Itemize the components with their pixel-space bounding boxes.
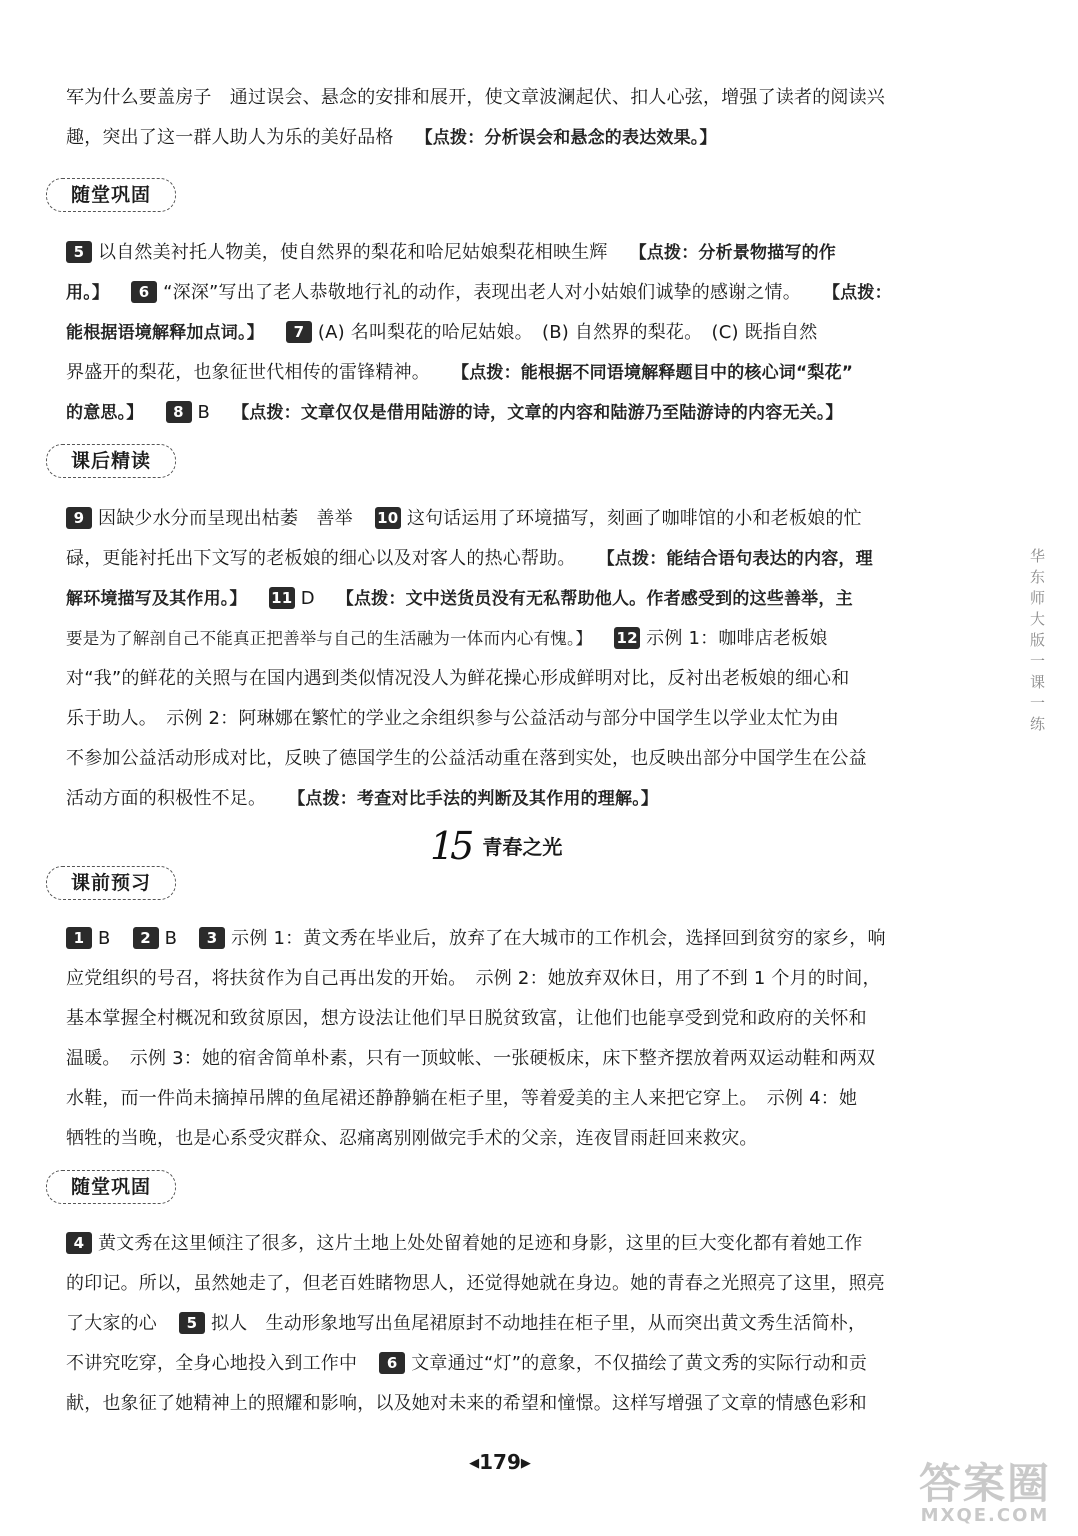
- text-line: 活动方面的积极性不足。 【点拨：考查对比手法的判断及其作用的理解。】: [66, 788, 659, 809]
- lesson-heading: [430, 818, 562, 866]
- answer-text: 趣，突出了这一群人助人为乐的美好品格: [66, 127, 394, 148]
- question-number-badge: 11: [269, 587, 295, 609]
- question-number-badge: 9: [66, 507, 92, 529]
- text-line: 界盛开的梨花，也象征世代相传的雷锋精神。 【点拨：能根据不同语境解释题目中的核心词“梨花”: [66, 362, 854, 383]
- triangle-left-icon: ◀: [469, 1456, 480, 1471]
- question-number-badge: 1: [66, 927, 92, 949]
- question-number-badge: 12: [614, 627, 640, 649]
- text-line: 应党组织的号召，将扶贫作为自己再出发的开始。 示例 2：她放弃双休日，用了不到 1 个月的时间，: [66, 968, 881, 989]
- question-number-badge: 5: [179, 1312, 205, 1334]
- text-line: 对“我”的鲜花的关照与在国内遇到类似情况没人为鲜花操心形成鲜明对比，反衬出老板娘的细心和: [66, 668, 850, 689]
- text-line: 乐于助人。 示例 2：阿琳娜在繁忙的学业之余组织参与公益活动与部分中国学生以学业太忙为由: [66, 708, 839, 729]
- text-line: 解环境描写及其作用。】 11 D 【点拨：文中送货员没有无私帮助他人。作者感受到的这些善举，主: [66, 588, 853, 609]
- section-label-in-class: 随堂巩固: [46, 178, 176, 212]
- triangle-right-icon: ▶: [520, 1456, 531, 1471]
- question-number-badge: 4: [66, 1232, 92, 1254]
- answers-in-class: [66, 233, 946, 433]
- section-label-preview: 课前预习: [46, 866, 176, 900]
- question-number-badge: 5: [66, 241, 92, 263]
- lesson-number: 15: [430, 824, 471, 868]
- watermark-url: MXQE.COM: [920, 1505, 1050, 1526]
- question-number-badge: 6: [131, 281, 157, 303]
- text-line: 基本掌握全村概况和致贫原因，想方设法让他们早日脱贫致富，让他们也能享受到党和政府的关怀和: [66, 1008, 867, 1029]
- question-number-badge: 2: [133, 927, 159, 949]
- watermark: [905, 1459, 1065, 1528]
- text-line: 了大家的心 5 拟人 生动形象地写出鱼尾裙原封不动地挂在柜子里，从而突出黄文秀生活简朴，: [66, 1313, 867, 1334]
- text-line: 水鞋，而一件尚未摘掉吊牌的鱼尾裙还静静躺在柜子里，等着爱美的主人来把它穿上。 示例 4：她: [66, 1088, 858, 1109]
- hint-text: 【点拨：分析误会和悬念的表达效果。】: [415, 128, 717, 148]
- answers-after-class: [66, 499, 946, 819]
- top-paragraph: [66, 78, 946, 158]
- answers-in-class-2: [66, 1224, 946, 1424]
- text-line: 牺牲的当晚，也是心系受灾群众、忍痛离别刚做完手术的父亲，连夜冒雨赶回来救灾。: [66, 1128, 758, 1149]
- text-line: 碌，更能衬托出下文写的老板娘的细心以及对客人的热心帮助。 【点拨：能结合语句表达的内容，理: [66, 548, 873, 569]
- text-line: 不讲究吃穿，全身心地投入到工作中 6 文章通过“灯”的意象，不仅描绘了黄文秀的实际行动和贡: [66, 1353, 868, 1374]
- text-line: 1 B 2 B 3 示例 1：黄文秀在毕业后，放弃了在大城市的工作机会，选择回到贫穷的家乡，响: [66, 919, 946, 959]
- text-line: [66, 118, 946, 158]
- answers-preview: [66, 919, 946, 1159]
- question-number-badge: 7: [286, 321, 312, 343]
- text-line: 9 因缺少水分而呈现出枯萎 善举 10 这句话运用了环境描写，刻画了咖啡馆的小和老板娘的忙: [66, 499, 946, 539]
- question-number-badge: 10: [375, 507, 401, 529]
- text-line: 温暖。 示例 3：她的宿舍简单朴素，只有一顶蚊帐、一张硬板床，床下整齐摆放着两双运动鞋和两双: [66, 1048, 876, 1069]
- text-line: 不参加公益活动形成对比，反映了德国学生的公益活动重在落到实处，也反映出部分中国学生在公益: [66, 748, 867, 769]
- text-line: 4 黄文秀在这里倾注了很多，这片土地上处处留着她的足迹和身影，这里的巨大变化都有着她工作: [66, 1224, 946, 1264]
- section-label-after-class: 课后精读: [46, 444, 176, 478]
- question-number-badge: 3: [199, 927, 225, 949]
- watermark-main: 答案圈: [918, 1459, 1051, 1508]
- page-number: ◀179▶: [469, 1450, 531, 1474]
- text-line: 的印记。所以，虽然她走了，但老百姓睹物思人，还觉得她就在身边。她的青春之光照亮了这里，照亮: [66, 1273, 885, 1294]
- text-line: 要是为了解剖自己不能真正把善举与自己的生活融为一体而内心有愧。】 12 示例 1：咖啡店老板娘: [66, 628, 828, 649]
- question-number-badge: 6: [379, 1352, 405, 1374]
- question-number-badge: 8: [166, 401, 192, 423]
- lesson-title: 青春之光: [482, 835, 563, 859]
- side-book-title: 华东师大版一课一练: [1028, 548, 1046, 737]
- text-line: 的意思。】 8 B 【点拨：文章仅仅是借用陆游的诗，文章的内容和陆游乃至陆游诗的内容无关。】: [66, 402, 843, 423]
- section-label-in-class-2: 随堂巩固: [46, 1170, 176, 1204]
- text-line: 5 以自然美衬托人物美，使自然界的梨花和哈尼姑娘梨花相映生辉 【点拨：分析景物描写的作: [66, 233, 946, 273]
- text-line: 能根据语境解释加点词。】 7 (A) 名叫梨花的哈尼姑娘。 (B) 自然界的梨花。 (C) 既指自然: [66, 322, 818, 343]
- text-line: 军为什么要盖房子 通过误会、悬念的安排和展开，使文章波澜起伏、扣人心弦，增强了读者的阅读兴: [66, 87, 885, 108]
- text-line: 用。】 6 “深深”写出了老人恭敬地行礼的动作，表现出老人对小姑娘们诚挚的感谢之情。 【点拨：: [66, 282, 892, 303]
- text-line: 献，也象征了她精神上的照耀和影响，以及她对未来的希望和憧憬。这样写增强了文章的情感色彩和: [66, 1393, 867, 1414]
